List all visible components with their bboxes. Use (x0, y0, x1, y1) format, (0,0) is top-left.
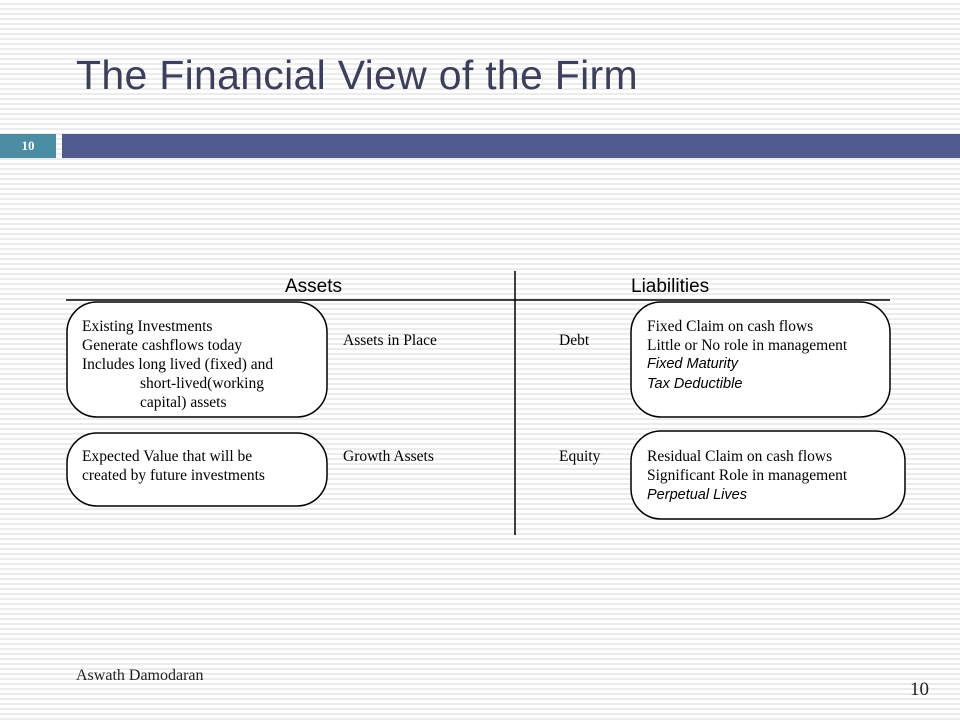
existing-line-4: short-lived(working (140, 375, 264, 392)
growth-line-2: created by future investments (82, 467, 265, 484)
existing-line-3: Includes long lived (fixed) and (82, 356, 274, 373)
slide-title: The Financial View of the Firm (76, 52, 638, 98)
existing-line-1: Existing Investments (82, 318, 213, 335)
assets-in-place-label: Assets in Place (343, 332, 437, 349)
debt-italic-line-2: Tax Deductible (647, 376, 743, 392)
equity-line-1: Residual Claim on cash flows (647, 448, 833, 465)
debt-line-1: Fixed Claim on cash flows (647, 318, 814, 335)
page-number: 10 (910, 679, 929, 700)
equity-italic-line-1: Perpetual Lives (647, 487, 747, 503)
growth-assets-label: Growth Assets (343, 448, 434, 465)
debt-line-2: Little or No role in management (647, 337, 848, 354)
debt-label: Debt (559, 332, 590, 349)
existing-line-2: Generate cashflows today (82, 337, 243, 354)
slide-number-badge: 10 (0, 134, 56, 158)
debt-italic-line-1: Fixed Maturity (647, 356, 739, 372)
footer-author: Aswath Damodaran (76, 667, 204, 684)
growth-line-1: Expected Value that will be (82, 448, 253, 465)
existing-line-5: capital) assets (140, 394, 227, 411)
equity-line-2: Significant Role in management (647, 467, 848, 484)
equity-label: Equity (559, 448, 601, 465)
assets-header: Assets (285, 276, 343, 297)
liabilities-header: Liabilities (631, 276, 710, 297)
